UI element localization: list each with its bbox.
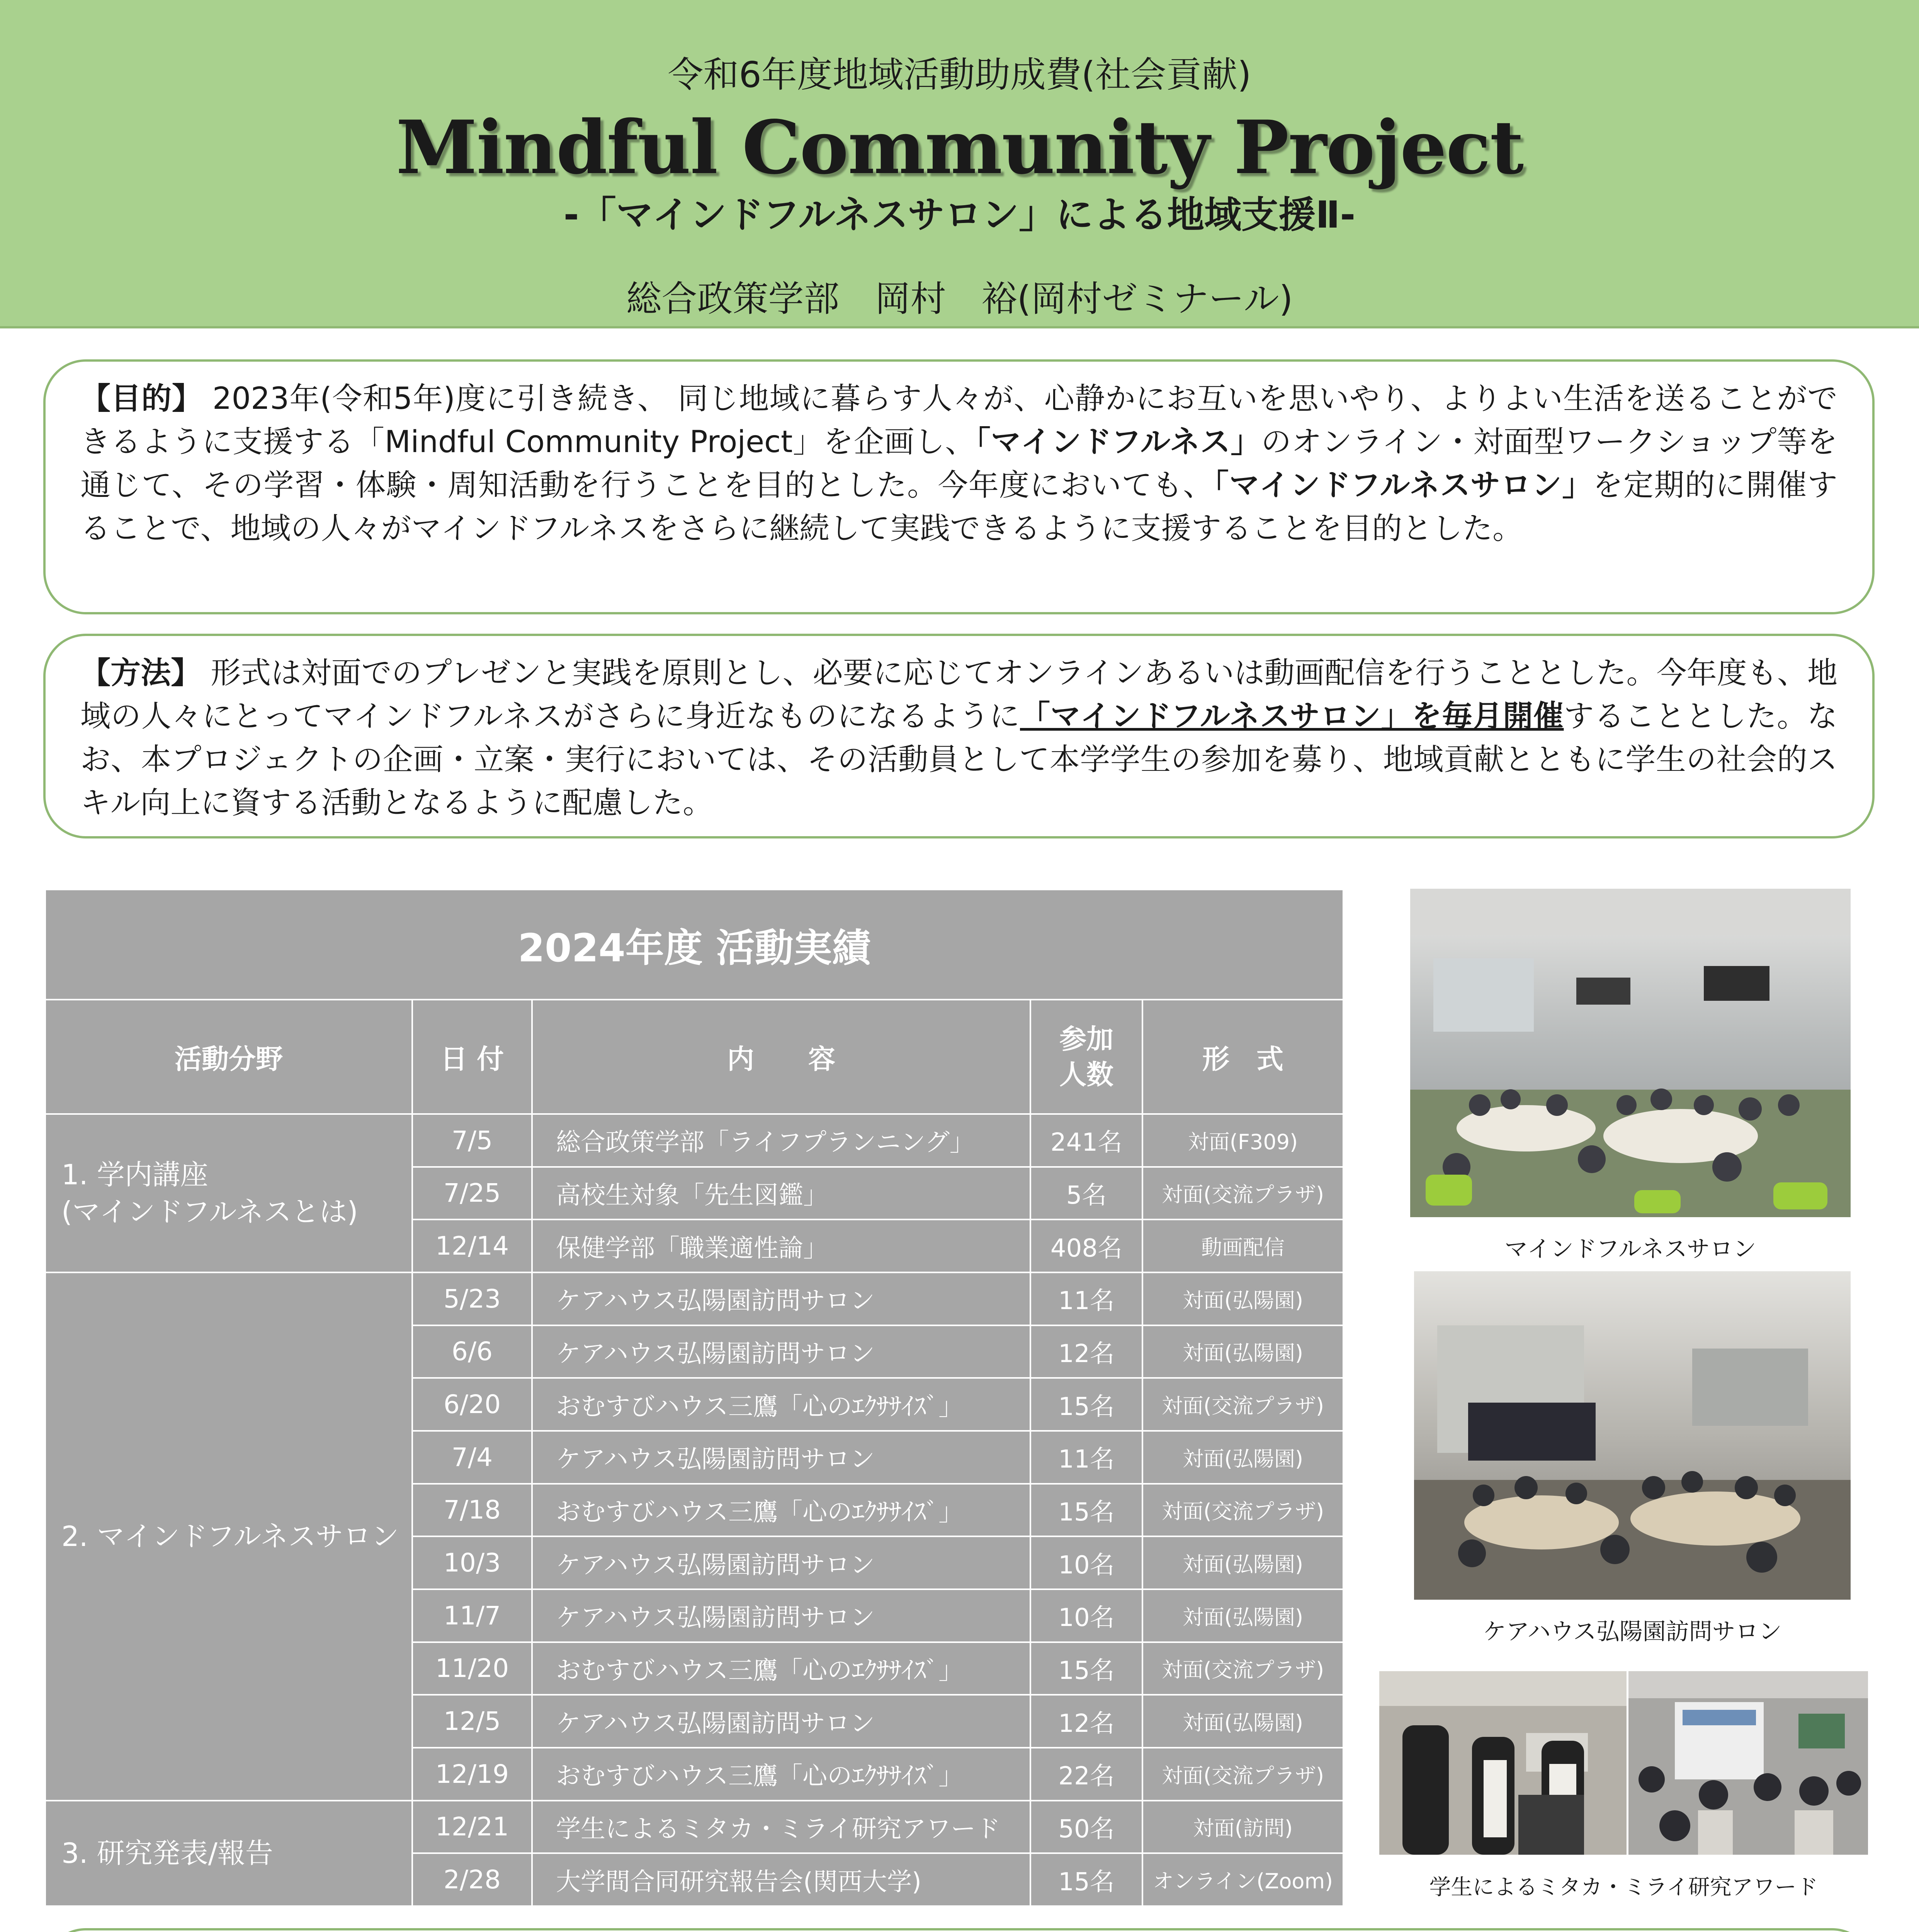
form-cell: 対面(弘陽園): [1142, 1325, 1343, 1378]
count-cell: 15名: [1030, 1378, 1142, 1431]
form-cell: 対面(訪問): [1142, 1801, 1343, 1854]
form-cell: 対面(交流プラザ): [1142, 1378, 1343, 1431]
photo-mindfulness-salon-image: [1410, 889, 1851, 1217]
activity-table: [44, 889, 1344, 1907]
count-cell: 5名: [1030, 1167, 1142, 1220]
date-cell: 7/4: [412, 1431, 532, 1484]
method-underline: 「マインドフルネスサロン」を毎月開催: [1020, 699, 1564, 734]
form-cell: 対面(交流プラザ): [1142, 1167, 1343, 1220]
photo-award-presentation: [1379, 1671, 1627, 1855]
purpose-text-2: のオンライン・対面型ワークショップ等を通じて、その学習・体験・周知活動を行うことを目的とした。今年度においても、: [80, 425, 1837, 503]
header-form: 形 式: [1142, 1000, 1343, 1114]
header-count: [1030, 1000, 1142, 1114]
photo-mindfulness-salon: [1410, 889, 1851, 1217]
content-cell: おむすびハウス三鷹「心のｴｸｻｻｲｽﾞ」: [532, 1642, 1030, 1695]
date-cell: 12/21: [412, 1801, 532, 1854]
date-cell: 2/28: [412, 1853, 532, 1906]
date-cell: 6/6: [412, 1325, 532, 1378]
date-cell: 7/18: [412, 1484, 532, 1537]
content-cell: 保健学部「職業適性論」: [532, 1219, 1030, 1272]
date-cell: 7/5: [412, 1114, 532, 1167]
method-text: [80, 651, 1837, 825]
purpose-text: [80, 377, 1837, 550]
content-cell: おむすびハウス三鷹「心のｴｸｻｻｲｽﾞ」: [532, 1748, 1030, 1801]
count-cell: 10名: [1030, 1589, 1142, 1642]
header-date: 日 付: [412, 1000, 532, 1114]
form-cell: 対面(交流プラザ): [1142, 1484, 1343, 1537]
form-cell: 対面(弘陽園): [1142, 1272, 1343, 1325]
method-text-2: することとした。なお、本プロジェクトの企画・立案・実行においては、その活動員として本学学生の参加を募り、地域貢献とともに学生の社会的スキル向上に資する活動となるように配慮した。: [80, 699, 1837, 820]
form-cell: 対面(F309): [1142, 1114, 1343, 1167]
table-row: [45, 1801, 1343, 1854]
photo-award-presentation-image: [1379, 1671, 1627, 1855]
content-cell: 総合政策学部「ライフプランニング」: [532, 1114, 1030, 1167]
date-cell: 12/5: [412, 1695, 532, 1748]
table-row: [45, 1272, 1343, 1325]
date-cell: 12/14: [412, 1219, 532, 1272]
purpose-bold-1: 「マインドフルネス」: [975, 425, 1261, 459]
content-cell: 高校生対象「先生図鑑」: [532, 1167, 1030, 1220]
header-content: 内 容: [532, 1000, 1030, 1114]
content-cell: ケアハウス弘陽園訪問サロン: [532, 1431, 1030, 1484]
method-text-1: 形式は対面でのプレゼンと実践を原則とし、必要に応じてオンラインあるいは動画配信を行うこととした。今年度も、地域の人々にとってマインドフルネスがさらに身近なものになるように: [80, 656, 1837, 734]
form-cell: 対面(弘陽園): [1142, 1695, 1343, 1748]
count-cell: 15名: [1030, 1642, 1142, 1695]
content-cell: おむすびハウス三鷹「心のｴｸｻｻｲｽﾞ」: [532, 1378, 1030, 1431]
count-cell: 12名: [1030, 1325, 1142, 1378]
photo-carehouse-salon: [1414, 1271, 1851, 1600]
content-cell: ケアハウス弘陽園訪問サロン: [532, 1695, 1030, 1748]
count-cell: 10名: [1030, 1536, 1142, 1589]
header-banner: [0, 0, 1919, 328]
count-cell: 11名: [1030, 1272, 1142, 1325]
table-title: 2024年度 活動実績: [45, 889, 1343, 1000]
content-cell: 大学間合同研究報告会(関西大学): [532, 1853, 1030, 1906]
form-cell: 対面(弘陽園): [1142, 1536, 1343, 1589]
purpose-label: 【目的】: [80, 381, 203, 416]
date-cell: 11/7: [412, 1589, 532, 1642]
result-section: [43, 1928, 1875, 1932]
header-subtitle: 令和6年度地域活動助成費(社会貢献): [668, 54, 1251, 95]
header-category: 活動分野: [45, 1000, 412, 1114]
form-cell: 動画配信: [1142, 1219, 1343, 1272]
form-cell: 対面(弘陽園): [1142, 1589, 1343, 1642]
count-cell: 50名: [1030, 1801, 1142, 1854]
form-cell: 対面(交流プラザ): [1142, 1748, 1343, 1801]
date-cell: 12/19: [412, 1748, 532, 1801]
poster-tagline: -「マインドフルネスサロン」による地域支援Ⅱ-: [563, 193, 1356, 236]
method-label: 【方法】: [80, 656, 201, 690]
content-cell: おむすびハウス三鷹「心のｴｸｻｻｲｽﾞ」: [532, 1484, 1030, 1537]
content-cell: 学生によるミタカ・ミライ研究アワード: [532, 1801, 1030, 1854]
caption-award: 学生によるミタカ・ミライ研究アワード: [1429, 1875, 1818, 1900]
purpose-text-1: 2023年(令和5年)度に引き続き、 同じ地域に暮らす人々が、心静かにお互いを思いやり、よりよい生活を送ることができるように支援する「Mindful Community Project」を企画し、: [80, 381, 1837, 459]
content-cell: ケアハウス弘陽園訪問サロン: [532, 1325, 1030, 1378]
category-cell: 1. 学内講座 (マインドフルネスとは): [45, 1114, 412, 1272]
purpose-text-3: を定期的に開催することで、地域の人々がマインドフルネスをさらに継続して実践できるように支援することを目的とした。: [80, 468, 1837, 546]
photo-award-poster-session: [1628, 1671, 1868, 1855]
date-cell: 7/25: [412, 1167, 532, 1220]
purpose-section: [43, 359, 1875, 614]
date-cell: 6/20: [412, 1378, 532, 1431]
category-cell: 2. マインドフルネスサロン: [45, 1272, 412, 1801]
form-cell: 対面(交流プラザ): [1142, 1642, 1343, 1695]
caption-mindfulness-salon: マインドフルネスサロン: [1504, 1236, 1756, 1263]
count-cell: 22名: [1030, 1748, 1142, 1801]
photo-carehouse-salon-image: [1414, 1271, 1851, 1600]
count-cell: 15名: [1030, 1484, 1142, 1537]
method-section: [43, 634, 1875, 838]
form-cell: オンライン(Zoom): [1142, 1853, 1343, 1906]
date-cell: 5/23: [412, 1272, 532, 1325]
content-cell: ケアハウス弘陽園訪問サロン: [532, 1536, 1030, 1589]
table-row: [45, 1114, 1343, 1167]
count-cell: 241名: [1030, 1114, 1142, 1167]
content-cell: ケアハウス弘陽園訪問サロン: [532, 1272, 1030, 1325]
date-cell: 11/20: [412, 1642, 532, 1695]
count-cell: 408名: [1030, 1219, 1142, 1272]
poster-title: Mindful Community Project: [396, 104, 1523, 190]
count-cell: 12名: [1030, 1695, 1142, 1748]
photo-award-poster-session-image: [1628, 1671, 1868, 1855]
category-cell: 3. 研究発表/報告: [45, 1801, 412, 1906]
purpose-bold-2: 「マインドフルネスサロン」: [1214, 468, 1593, 503]
poster-author: 総合政策学部 岡村 裕(岡村ゼミナール): [626, 278, 1293, 320]
count-cell: 15名: [1030, 1853, 1142, 1906]
header-count-label: 参加人数: [1059, 1023, 1113, 1091]
content-cell: ケアハウス弘陽園訪問サロン: [532, 1589, 1030, 1642]
form-cell: 対面(弘陽園): [1142, 1431, 1343, 1484]
caption-carehouse-salon: ケアハウス弘陽園訪問サロン: [1483, 1618, 1782, 1645]
count-cell: 11名: [1030, 1431, 1142, 1484]
date-cell: 10/3: [412, 1536, 532, 1589]
